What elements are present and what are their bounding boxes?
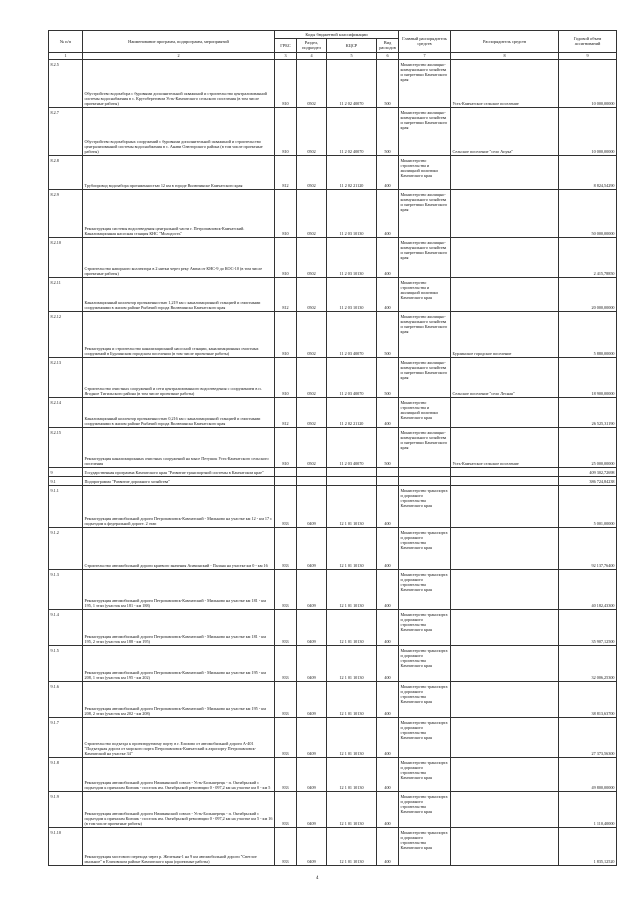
row-number: 8.2.10: [49, 238, 83, 278]
row-amount: 409 302,72698: [559, 468, 617, 477]
row-vr: 500: [377, 358, 399, 398]
row-recipient: [451, 156, 559, 190]
row-name: Реконструкция системы водоотведения центральной части г. Петропавловск-Камчатский. Канализационная насосная станция КНС "Молодость": [83, 190, 275, 238]
row-recipient: [451, 190, 559, 238]
row-number: 8.2.11: [49, 278, 83, 312]
row-name: Реконструкция мостового перехода через р. Железная-1 на 9 км автомобильной дороги "Светлое мыльное" в Елизовском районе Камчатского края (проектные работы): [83, 828, 275, 866]
row-section: 0409: [297, 718, 327, 758]
row-vr: 400: [377, 682, 399, 718]
row-ksr: 12 1 01 10130: [327, 646, 377, 682]
row-number: 8.2.8: [49, 156, 83, 190]
row-name: Государственная программа Камчатского края "Развитие транспортной системы в Камчатском крае": [83, 468, 275, 477]
table-row: [49, 468, 617, 477]
table-row: [49, 398, 617, 428]
row-number: 9.1.7: [49, 718, 83, 758]
row-recipient: [451, 792, 559, 828]
row-number: 9.1.3: [49, 570, 83, 610]
table-row: [49, 156, 617, 190]
row-number: 9.1.2: [49, 528, 83, 570]
col-header-manager: Главный распорядитель средств: [399, 31, 451, 53]
row-name: Строительство напорного коллектора в 2 нитки через реку Авача от КНС-9 до КОС-10 (в том числе проектные работы): [83, 238, 275, 278]
row-grbs: 833: [275, 828, 297, 866]
row-name: Подпрограмма "Развитие дорожного хозяйства": [83, 477, 275, 486]
row-manager: Министерство транспорта и дорожного строительства Камчатского края: [399, 646, 451, 682]
row-recipient: Усть-Камчатское сельское поселение: [451, 428, 559, 468]
row-amount: 1 835,12520: [559, 828, 617, 866]
row-vr: 400: [377, 718, 399, 758]
row-vr: 400: [377, 570, 399, 610]
table-row: [49, 570, 617, 610]
col-index: 3: [275, 53, 297, 60]
col-header-amount: Годовой объем ассигнований: [559, 31, 617, 53]
row-number: 8.2.14: [49, 398, 83, 428]
row-section: 0502: [297, 60, 327, 108]
row-number: 8.2.7: [49, 108, 83, 156]
row-recipient: [451, 477, 559, 486]
row-grbs: [275, 477, 297, 486]
row-amount: 5 001,00000: [559, 486, 617, 528]
page-number: 4: [316, 876, 319, 881]
table-row: [49, 278, 617, 312]
row-ksr: 12 1 01 10130: [327, 682, 377, 718]
row-section: 0409: [297, 792, 327, 828]
row-section: 0502: [297, 398, 327, 428]
row-manager: Министерство жилищно-коммунального хозяйства и энергетики Камчатского края: [399, 190, 451, 238]
row-grbs: 810: [275, 190, 297, 238]
row-amount: 32 006,25300: [559, 646, 617, 682]
row-amount: 20 000,00000: [559, 278, 617, 312]
row-recipient: [451, 610, 559, 646]
row-manager: Министерство жилищно-коммунального хозяйства и энергетики Камчатского края: [399, 358, 451, 398]
row-grbs: 833: [275, 486, 297, 528]
row-name: Реконструкция и строительство канализационной насосной станции, канализационных очистных сооружений в Бурлинском городском поселении (в том числе проектные работы): [83, 312, 275, 358]
row-amount: 38 813,63700: [559, 682, 617, 718]
row-manager: Министерство строительства и жилищной политики Камчатского края: [399, 398, 451, 428]
row-vr: 400: [377, 190, 399, 238]
row-number: 8.2.15: [49, 428, 83, 468]
row-number: 8.2.5: [49, 60, 83, 108]
row-amount: 26 525,31190: [559, 398, 617, 428]
row-amount: 5 880,00000: [559, 312, 617, 358]
row-ksr: 12 1 01 10130: [327, 758, 377, 792]
col-header-ksr: КЦСР: [327, 39, 377, 53]
row-grbs: 810: [275, 238, 297, 278]
row-section: [297, 477, 327, 486]
row-amount: 27 373,56300: [559, 718, 617, 758]
row-number: 9.1.6: [49, 682, 83, 718]
row-number: 9.1: [49, 477, 83, 486]
row-section: 0502: [297, 312, 327, 358]
row-manager: [399, 468, 451, 477]
row-recipient: Усть-Камчатское сельское поселение: [451, 60, 559, 108]
row-name: Обустройство водозаборных сооружений с буровыми дополнительной скважиной и строительство централизованной системы водоснабжения в с. Анави Олюторского района (в том числе проектные работы): [83, 108, 275, 156]
row-section: 0409: [297, 486, 327, 528]
row-ksr: 11 2 03 10130: [327, 238, 377, 278]
row-section: 0409: [297, 528, 327, 570]
col-header-recipient: Распорядитель средств: [451, 31, 559, 53]
row-number: 9.1.9: [49, 792, 83, 828]
row-manager: Министерство транспорта и дорожного строительства Камчатского края: [399, 758, 451, 792]
row-amount: 8 824,54290: [559, 156, 617, 190]
row-grbs: [275, 468, 297, 477]
row-recipient: [451, 238, 559, 278]
row-number: 9.1.10: [49, 828, 83, 866]
row-manager: Министерство транспорта и дорожного строительства Камчатского края: [399, 610, 451, 646]
col-header-no: № п/п: [49, 31, 83, 53]
row-ksr: [327, 468, 377, 477]
row-grbs: 812: [275, 398, 297, 428]
col-header-codes: Коды бюджетной классификации: [275, 31, 399, 39]
row-recipient: [451, 570, 559, 610]
row-grbs: 833: [275, 682, 297, 718]
row-ksr: 11 2 03 40070: [327, 312, 377, 358]
row-vr: [377, 468, 399, 477]
row-vr: 400: [377, 238, 399, 278]
row-vr: 500: [377, 60, 399, 108]
table-row: [49, 477, 617, 486]
row-grbs: 833: [275, 528, 297, 570]
row-vr: 400: [377, 610, 399, 646]
row-grbs: 812: [275, 156, 297, 190]
row-recipient: Сельское поселение "село Лесная": [451, 358, 559, 398]
row-manager: Министерство транспорта и дорожного строительства Камчатского края: [399, 792, 451, 828]
row-section: 0409: [297, 610, 327, 646]
table-row: [49, 718, 617, 758]
row-ksr: 12 1 01 10130: [327, 610, 377, 646]
row-name: Реконструкция автомобильной дороги Петропавловск-Камчатский - Мильково на участке км 12 - км 17 с подъездом к федеральной дороге. 2 этап: [83, 486, 275, 528]
table-row: [49, 238, 617, 278]
row-number: 9: [49, 468, 83, 477]
row-ksr: 12 1 01 10130: [327, 486, 377, 528]
row-amount: 92 137,76400: [559, 528, 617, 570]
row-grbs: 810: [275, 428, 297, 468]
row-grbs: 833: [275, 570, 297, 610]
row-section: 0502: [297, 358, 327, 398]
row-manager: [399, 477, 451, 486]
row-name: Реконструкция канализационных очистных сооружений на мысе Петушок Усть-Камчатского сельского поселения: [83, 428, 275, 468]
row-ksr: 12 1 01 10130: [327, 718, 377, 758]
row-amount: 49 800,00000: [559, 758, 617, 792]
row-vr: 400: [377, 528, 399, 570]
row-amount: 18 900,00000: [559, 358, 617, 398]
row-section: [297, 468, 327, 477]
row-ksr: 11 2 03 10130: [327, 190, 377, 238]
col-header-name: Наименование программ, подпрограмм, мероприятий: [83, 31, 275, 53]
row-recipient: [451, 278, 559, 312]
row-amount: 10 000,00000: [559, 108, 617, 156]
row-amount: 40 182,43300: [559, 570, 617, 610]
row-manager: Министерство жилищно-коммунального хозяйства и энергетики Камчатского края: [399, 238, 451, 278]
row-section: 0502: [297, 156, 327, 190]
row-name: Обустройство водозабора с буровыми дополнительной скважиной и строительство централизованной системы водоснабжения в с. Крутобереговом Усть-Камчатского сельского поселения (в том числе проектные работы): [83, 60, 275, 108]
row-recipient: [451, 758, 559, 792]
row-grbs: 833: [275, 646, 297, 682]
row-ksr: 11 2 02 40070: [327, 108, 377, 156]
row-ksr: 11 2 02 21120: [327, 398, 377, 428]
table-row: [49, 428, 617, 468]
table-row: [49, 358, 617, 398]
row-recipient: Бурлинское городское поселение: [451, 312, 559, 358]
row-grbs: 833: [275, 792, 297, 828]
table-row: [49, 758, 617, 792]
row-amount: 10 000,00000: [559, 60, 617, 108]
row-recipient: Сельское поселение "село Апука": [451, 108, 559, 156]
row-manager: Министерство жилищно-коммунального хозяйства и энергетики Камчатского края: [399, 428, 451, 468]
row-recipient: [451, 828, 559, 866]
row-amount: 25 000,00000: [559, 428, 617, 468]
row-grbs: 833: [275, 610, 297, 646]
row-vr: 500: [377, 312, 399, 358]
row-number: 9.1.1: [49, 486, 83, 528]
col-index: 8: [451, 53, 559, 60]
table-row: [49, 486, 617, 528]
row-grbs: 833: [275, 758, 297, 792]
row-ksr: 12 1 01 10130: [327, 528, 377, 570]
row-ksr: 11 2 02 40070: [327, 60, 377, 108]
row-name: Реконструкция автомобильной дороги Начикинский совхоз - Усть-Большерецк - п. Октябрьский с подъездом к причалам Кихчик - поселок им. Октябрьской революции 0 - 097,2 км на участке км 0 - км 5: [83, 758, 275, 792]
table-row: [49, 646, 617, 682]
row-number: 8.2.9: [49, 190, 83, 238]
row-grbs: 833: [275, 718, 297, 758]
row-ksr: 11 2 02 21120: [327, 156, 377, 190]
row-number: 9.1.4: [49, 610, 83, 646]
row-section: 0502: [297, 278, 327, 312]
row-name: Строительство очистных сооружений и сети централизованного водоотведения с сооружением в п. Ягодное Тигильского района (в том числе проектные работы): [83, 358, 275, 398]
row-amount: 1 110,40000: [559, 792, 617, 828]
row-ksr: [327, 477, 377, 486]
row-manager: Министерство транспорта и дорожного строительства Камчатского края: [399, 528, 451, 570]
table-row: [49, 792, 617, 828]
row-manager: Министерство строительства и жилищной политики Камчатского края: [399, 156, 451, 190]
row-vr: 500: [377, 108, 399, 156]
row-vr: 400: [377, 398, 399, 428]
row-manager: Министерство транспорта и дорожного строительства Камчатского края: [399, 570, 451, 610]
row-section: 0409: [297, 570, 327, 610]
row-ksr: 11 2 03 40070: [327, 428, 377, 468]
col-index: 5: [327, 53, 377, 60]
col-header-grbs: ГРБС: [275, 39, 297, 53]
row-section: 0502: [297, 190, 327, 238]
col-index: 6: [377, 53, 399, 60]
row-vr: 400: [377, 792, 399, 828]
row-vr: [377, 477, 399, 486]
row-ksr: 12 1 01 10130: [327, 792, 377, 828]
row-vr: 400: [377, 486, 399, 528]
row-ksr: 11 2 03 40070: [327, 358, 377, 398]
row-section: 0409: [297, 646, 327, 682]
col-index: 9: [559, 53, 617, 60]
col-header-section: Раздел, подраздел: [297, 39, 327, 53]
row-manager: Министерство транспорта и дорожного строительства Камчатского края: [399, 718, 451, 758]
row-manager: Министерство строительства и жилищной политики Камчатского края: [399, 278, 451, 312]
row-manager: Министерство транспорта и дорожного строительства Камчатского края: [399, 682, 451, 718]
row-name: Реконструкция автомобильной дороги Петропавловск-Камчатский - Мильково на участке км 195 - км 208, 2 этап (участок км 202 - км 208): [83, 682, 275, 718]
row-name: Канализационный коллектор протяженностью 1,219 км с канализационной станцией и очистными сооружениями в жилом районе Рыбачий города Вилючинска Камчатского края: [83, 278, 275, 312]
row-amount: 35 907,12500: [559, 610, 617, 646]
row-name: Реконструкция автомобильной дороги Петропавловск-Камчатский - Мильково на участке км 181 - км 195, 2 этап (участок км 188 - км 195): [83, 610, 275, 646]
col-index: 4: [297, 53, 327, 60]
row-vr: 400: [377, 828, 399, 866]
row-recipient: [451, 646, 559, 682]
table-row: [49, 108, 617, 156]
row-manager: Министерство жилищно-коммунального хозяйства и энергетики Камчатского края: [399, 312, 451, 358]
row-name: Трубопровод водозабора протяженностью 12 км в городе Вилючинске Камчатского края: [83, 156, 275, 190]
row-section: 0502: [297, 108, 327, 156]
row-grbs: 812: [275, 278, 297, 312]
table-row: [49, 190, 617, 238]
row-name: Реконструкция автомобильной дороги Петропавловск-Камчатский - Мильково на участке км 181 - км 195, 1 этап (участок км 181 - км 188): [83, 570, 275, 610]
row-manager: Министерство транспорта и дорожного строительства Камчатского края: [399, 486, 451, 528]
row-number: 8.2.13: [49, 358, 83, 398]
row-ksr: 12 1 01 10130: [327, 570, 377, 610]
row-grbs: 810: [275, 108, 297, 156]
row-name: Реконструкция автомобильной дороги Петропавловск-Камчатский - Мильково на участке км 195 - км 208, 1 этап (участок км 195 - км 202): [83, 646, 275, 682]
row-amount: 386 724,84238: [559, 477, 617, 486]
col-index: 2: [83, 53, 275, 60]
row-manager: Министерство жилищно-коммунального хозяйства и энергетики Камчатского края: [399, 60, 451, 108]
row-grbs: 810: [275, 312, 297, 358]
budget-table: [48, 30, 617, 866]
table-row: [49, 60, 617, 108]
row-grbs: 810: [275, 60, 297, 108]
row-manager: Министерство транспорта и дорожного строительства Камчатского края: [399, 828, 451, 866]
row-number: 8.2.12: [49, 312, 83, 358]
row-amount: 50 000,00000: [559, 190, 617, 238]
row-name: Строительство автомобильной дороги краевого значения Апачинский - Палана на участке км 0 - км 16: [83, 528, 275, 570]
table-row: [49, 312, 617, 358]
row-section: 0409: [297, 682, 327, 718]
row-recipient: [451, 718, 559, 758]
table-row: [49, 828, 617, 866]
row-name: Строительство подъезда к проектируемому порту в г. Елизово от автомобильной дороги А-401 "Подъездная дорога от морского порта Петропавловск-Камчатский к аэропорту Петропавловск-Камчатский на участке 34": [83, 718, 275, 758]
row-number: 9.1.8: [49, 758, 83, 792]
row-vr: 400: [377, 646, 399, 682]
col-index: 7: [399, 53, 451, 60]
row-recipient: [451, 682, 559, 718]
row-grbs: 810: [275, 358, 297, 398]
table-row: [49, 610, 617, 646]
row-manager: Министерство жилищно-коммунального хозяйства и энергетики Камчатского края: [399, 108, 451, 156]
row-recipient: [451, 528, 559, 570]
row-vr: 400: [377, 758, 399, 792]
col-header-vr: Вид расходов: [377, 39, 399, 53]
table-row: [49, 528, 617, 570]
row-name: Реконструкция автомобильной дороги Начикинский совхоз - Усть-Большерецк - п. Октябрьский с подъездом к причалам Кихчик - поселок им. Октябрьской революции 0 - 097,2 км на участке км 5 - км 16 (в том числе проектные работы): [83, 792, 275, 828]
row-number: 9.1.5: [49, 646, 83, 682]
row-vr: 500: [377, 428, 399, 468]
row-ksr: 11 2 03 10130: [327, 278, 377, 312]
row-recipient: [451, 468, 559, 477]
row-name: Канализационный коллектор протяженностью 0,216 км с канализационной станцией и очистными сооружениями в жилом районе Рыбачий города Вилючинска Камчатского края: [83, 398, 275, 428]
row-section: 0409: [297, 758, 327, 792]
col-index: 1: [49, 53, 83, 60]
row-vr: 400: [377, 156, 399, 190]
row-vr: 400: [377, 278, 399, 312]
row-amount: 2 415,78850: [559, 238, 617, 278]
row-recipient: [451, 486, 559, 528]
row-section: 0409: [297, 828, 327, 866]
row-ksr: 12 1 01 10130: [327, 828, 377, 866]
row-recipient: [451, 398, 559, 428]
row-section: 0502: [297, 238, 327, 278]
row-section: 0502: [297, 428, 327, 468]
table-row: [49, 682, 617, 718]
